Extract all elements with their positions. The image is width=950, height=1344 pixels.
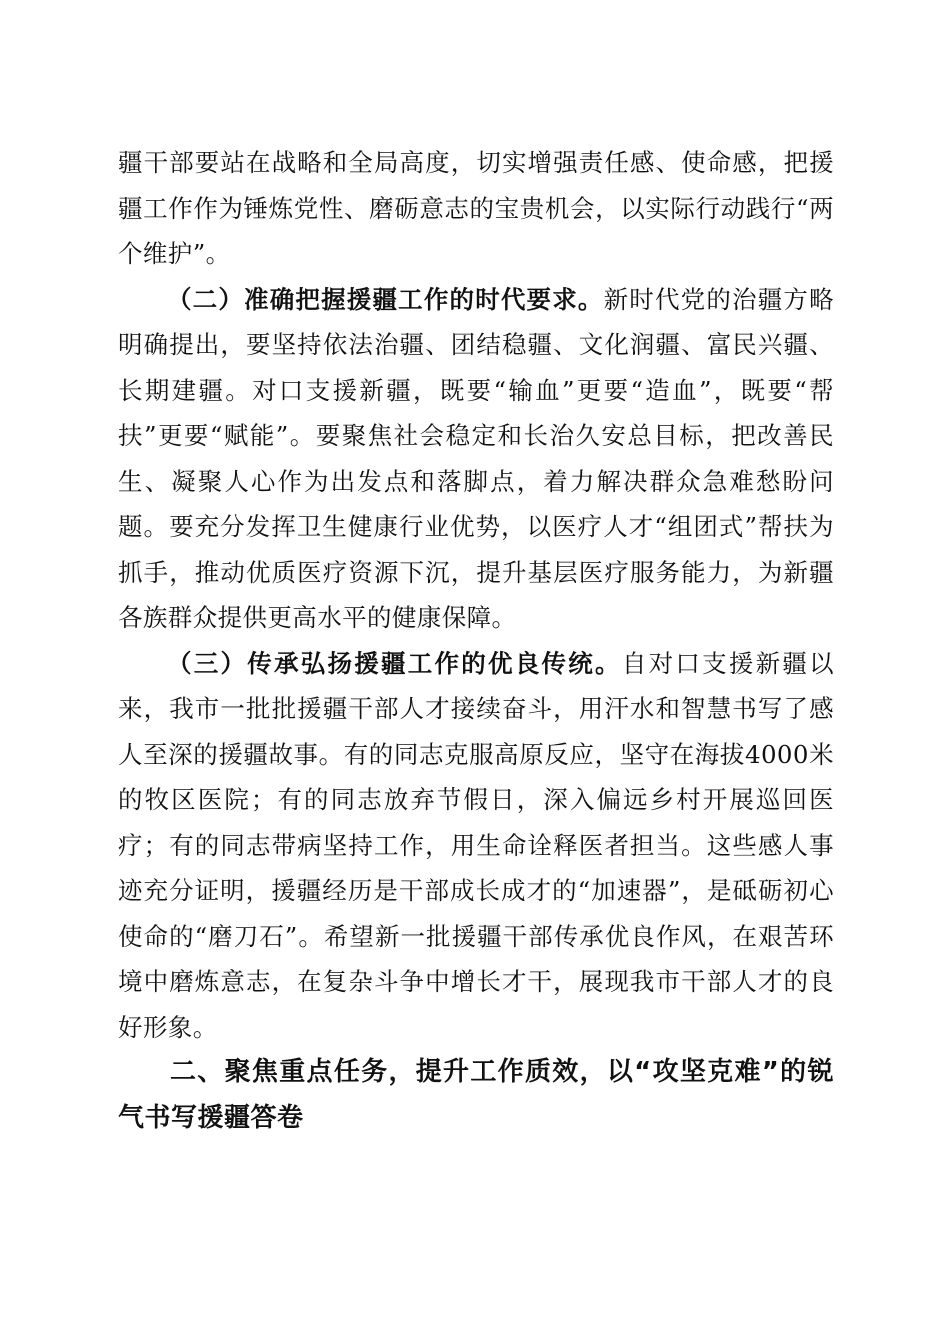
paragraph-section-3 (118, 641, 834, 1051)
paragraph-text: 新时代党的治疆方略明确提出，要坚持依法治疆、团结稳疆、文化润疆、富民兴疆、长期建疆。对口支援新疆，既要“输血”更要“造血”，既要“帮扶”更要“赋能”。要聚焦社会稳定和长治久安总目标，把改善民生、凝聚人心作为出发点和落脚点，着力解决群众急难愁盼问题。要充分发挥卫生健康行业优势，以医疗人才“组团式”帮扶为抓手，推动优质医疗资源下沉，提升基层医疗服务能力，为新疆各族群众提供更高水平的健康保障。 (118, 284, 834, 632)
paragraph-continuation (118, 140, 834, 277)
section-heading: 二、聚焦重点任务，提升工作质效，以“攻坚克难”的锐气书写援疆答卷 (118, 1057, 834, 1133)
paragraph-text: 自对口支援新疆以来，我市一批批援疆干部人才接续奋斗，用汗水和智慧书写了感人至深的援疆故事。有的同志克服高原反应，坚守在海拔4000米的牧区医院；有的同志放弃节假日，深入偏远乡村开展巡回医疗；有的同志带病坚持工作，用生命诠释医者担当。这些感人事迹充分证明，援疆经历是干部成长成才的“加速器”，是砥砺初心使命的“磨刀石”。希望新一批援疆干部传承优良作风，在艰苦环境中磨炼意志，在复杂斗争中增长才干，展现我市干部人才的良好形象。 (118, 648, 834, 1042)
paragraph-section-2 (118, 277, 834, 641)
subsection-heading: （三）传承弘扬援疆工作的优良传统。 (167, 648, 622, 678)
subsection-heading: （二）准确把握援疆工作的时代要求。 (167, 284, 604, 314)
paragraph-text: 疆干部要站在战略和全局高度，切实增强责任感、使命感，把援疆工作作为锤炼党性、磨砺意志的宝贵机会，以实际行动践行“两个维护”。 (118, 148, 834, 268)
document-body (118, 140, 834, 1141)
